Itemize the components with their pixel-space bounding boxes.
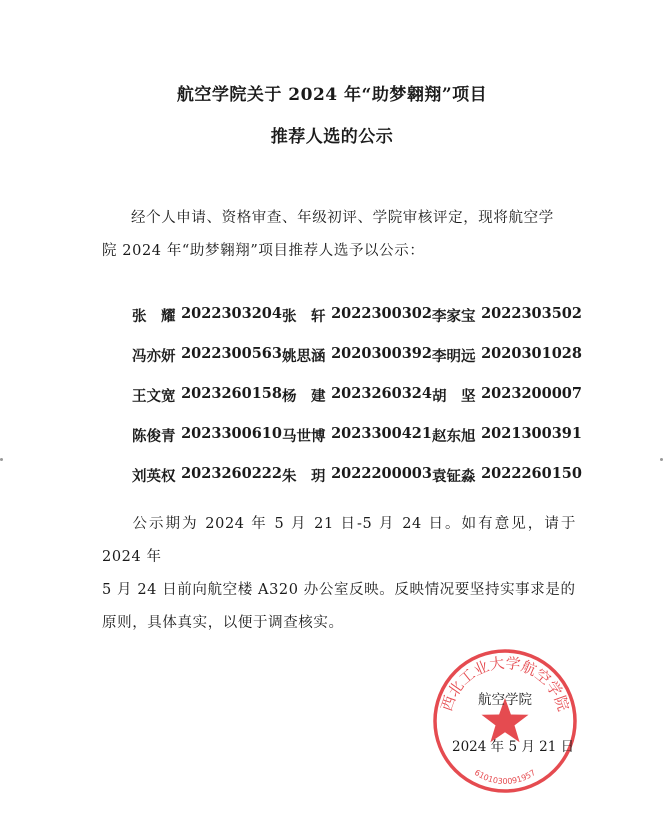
candidate-id: 2023300610 [181, 424, 282, 442]
candidate-name: 冯亦妍 [132, 347, 176, 365]
candidate-id: 2020301028 [481, 344, 582, 362]
notice-line3: 原则，具体真实，以便于调查核实。 [102, 615, 344, 631]
candidate-name: 刘英权 [132, 467, 176, 485]
candidate-row [132, 375, 592, 415]
candidate-name: 朱 玥 [282, 467, 326, 485]
candidate-id: 2022300563 [181, 344, 282, 362]
intro-line2: 院 2024 年“助梦翱翔”项目推荐人选予以公示： [102, 243, 425, 259]
issuer-signature: 航空学院 [478, 692, 532, 708]
candidate-id: 2022303204 [181, 304, 282, 322]
candidate-id: 2021300391 [481, 424, 582, 442]
seal-text: 西北工业大学航空学院 [437, 653, 573, 714]
candidate-id: 2022300302 [331, 304, 432, 322]
candidate-id: 2022303502 [481, 304, 582, 322]
candidate-id: 2023260324 [331, 384, 432, 402]
candidate-id: 2023260222 [181, 464, 282, 482]
candidate [282, 385, 432, 406]
candidate [132, 305, 282, 326]
candidate [432, 425, 582, 446]
candidate [282, 305, 432, 326]
intro-paragraph [102, 202, 576, 268]
candidate-name: 张 轩 [282, 307, 326, 325]
notice-title-line1: 航空学院关于 2024 年“助梦翱翔”项目 [176, 85, 488, 105]
candidate-name: 李明远 [432, 347, 476, 365]
candidate-name: 胡 坚 [432, 387, 476, 405]
candidate-name: 袁钲淼 [432, 467, 476, 485]
notice-line2: 5 月 24 日前向航空楼 A320 办公室反映。反映情况要坚持实事求是的 [102, 582, 576, 598]
candidate [432, 305, 582, 326]
candidate-id: 2023260158 [181, 384, 282, 402]
candidate-id: 2022200003 [331, 464, 432, 482]
candidate-row [132, 455, 592, 495]
candidate-name: 李家宝 [432, 307, 476, 325]
notice-paragraph [102, 508, 576, 640]
candidate-name: 王文宽 [132, 387, 176, 405]
seal-number: 6101030091957 [472, 767, 538, 787]
candidate-name: 姚思涵 [282, 347, 326, 365]
official-seal-icon [430, 646, 580, 796]
candidate [432, 345, 582, 366]
candidate-id: 2023300421 [331, 424, 432, 442]
candidate [432, 465, 582, 486]
notice-title-line2: 推荐人选的公示 [270, 127, 394, 147]
candidate [132, 345, 282, 366]
candidate-name: 杨 建 [282, 387, 326, 405]
candidate-name: 赵东旭 [432, 427, 476, 445]
candidate-id: 2022260150 [481, 464, 582, 482]
candidate [132, 425, 282, 446]
notice-line1: 公示期为 2024 年 5 月 21 日-5 月 24 日。如有意见，请于 2024 年 [102, 516, 576, 565]
candidate [282, 425, 432, 446]
intro-line1: 经个人申请、资格审查、年级初评、学院审核评定，现将航空学 [131, 210, 554, 226]
issue-date: 2024 年 5 月 21 日 [452, 739, 575, 755]
candidate-name: 陈俊青 [132, 427, 176, 445]
candidate [282, 465, 432, 486]
candidate [282, 345, 432, 366]
candidate-name: 马世博 [282, 427, 326, 445]
candidate-row [132, 335, 592, 375]
candidate-list [132, 295, 592, 495]
scan-mark [660, 458, 663, 461]
candidate [432, 385, 582, 406]
candidate-id: 2020300392 [331, 344, 432, 362]
candidate-name: 张 耀 [132, 307, 176, 325]
candidate-row [132, 295, 592, 335]
scan-mark [0, 458, 3, 461]
candidate-id: 2023200007 [481, 384, 582, 402]
candidate [132, 465, 282, 486]
candidate [132, 385, 282, 406]
candidate-row [132, 415, 592, 455]
